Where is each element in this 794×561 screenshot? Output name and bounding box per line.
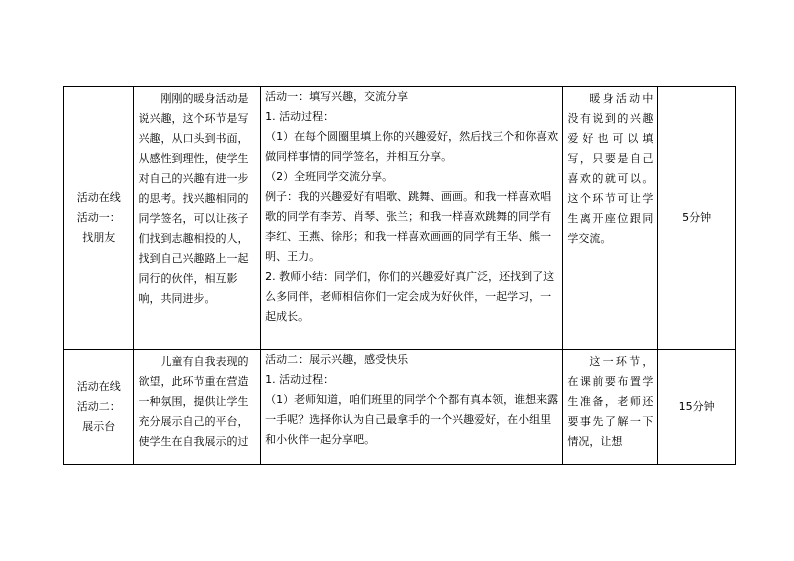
activity-name-cell — [64, 87, 134, 350]
purpose-text: 刚刚的暖身活动是说兴趣，这个环节是写兴趣，从口头到书面，从感性到理性，使学生对自己的兴趣有进一步的思考。找兴趣相同的同学签名，可以让孩子们找到志趣相投的人，找到自己兴趣路上一起同行的伙伴，相互影响，共同进步。 — [138, 92, 249, 305]
process-step: 1. 活动过程： — [265, 373, 335, 386]
process-step: （1）在每个圆圈里填上你的兴趣爱好，然后找三个和你喜欢做同样事情的同学签名，并相互分享。 — [265, 130, 559, 163]
note-cell — [563, 87, 658, 350]
process-step: （1）老师知道，咱们班里的同学个个都有真本领，谁想来露一手呢？选择你认为自己最拿手的一个兴趣爱好，在小组里和小伙伴一起分享吧。 — [265, 393, 559, 446]
process-example: 例子：我的兴趣爱好有唱歌、跳舞、画画。和我一样喜欢唱歌的同学有李芳、肖琴、张兰；和我一样喜欢跳舞的同学有李红、王燕、徐彤；和我一样喜欢画画的同学有王华、熊一明、王力。 — [265, 190, 552, 263]
process-cell — [261, 87, 563, 350]
purpose-text: 儿童有自我表现的欲望，此环节重在营造一种氛围，提供让学生充分展示自己的平台，使学生在自我展示的过 — [138, 355, 249, 448]
process-summary: 2. 教师小结：同学们，你们的兴趣爱好真广泛，还找到了这么多同伴，老师相信你们一定会成为好伙伴，一起学习，一起成长。 — [265, 270, 555, 323]
process-step: （2）全班同学交流分享。 — [265, 170, 394, 183]
activity-name-cell — [64, 350, 134, 465]
time-cell — [658, 350, 736, 465]
process-heading: 活动二：展示兴趣，感受快乐 — [265, 353, 409, 366]
process-heading: 活动一：填写兴趣，交流分享 — [265, 90, 409, 103]
activity-name-line: 活动一： — [76, 211, 121, 224]
activity-name-line: 活动在线 — [76, 191, 121, 204]
activity-name-line: 活动二： — [76, 400, 121, 413]
note-text: 暖身活动中没有说到的兴趣爱好也可以填写，只要是自己喜欢的就可以。这个环节可让学生离开座位跟同学交流。 — [567, 92, 654, 245]
note-text: 这一环节，在课前要布置学生准备，老师还要事先了解一下情况，让想 — [567, 355, 654, 448]
time-text: 15分钟 — [678, 400, 715, 413]
table-row — [64, 350, 736, 465]
activity-name-line: 找朋友 — [82, 231, 116, 244]
process-step: 1. 活动过程： — [265, 110, 335, 123]
time-cell — [658, 87, 736, 350]
activity-name-line: 展示台 — [82, 420, 116, 433]
activity-name-line: 活动在线 — [76, 380, 121, 393]
table-row — [64, 87, 736, 350]
time-text: 5分钟 — [682, 211, 712, 224]
lesson-plan-table — [63, 86, 736, 465]
purpose-cell — [134, 350, 261, 465]
note-cell — [563, 350, 658, 465]
purpose-cell — [134, 87, 261, 350]
process-cell — [261, 350, 563, 465]
